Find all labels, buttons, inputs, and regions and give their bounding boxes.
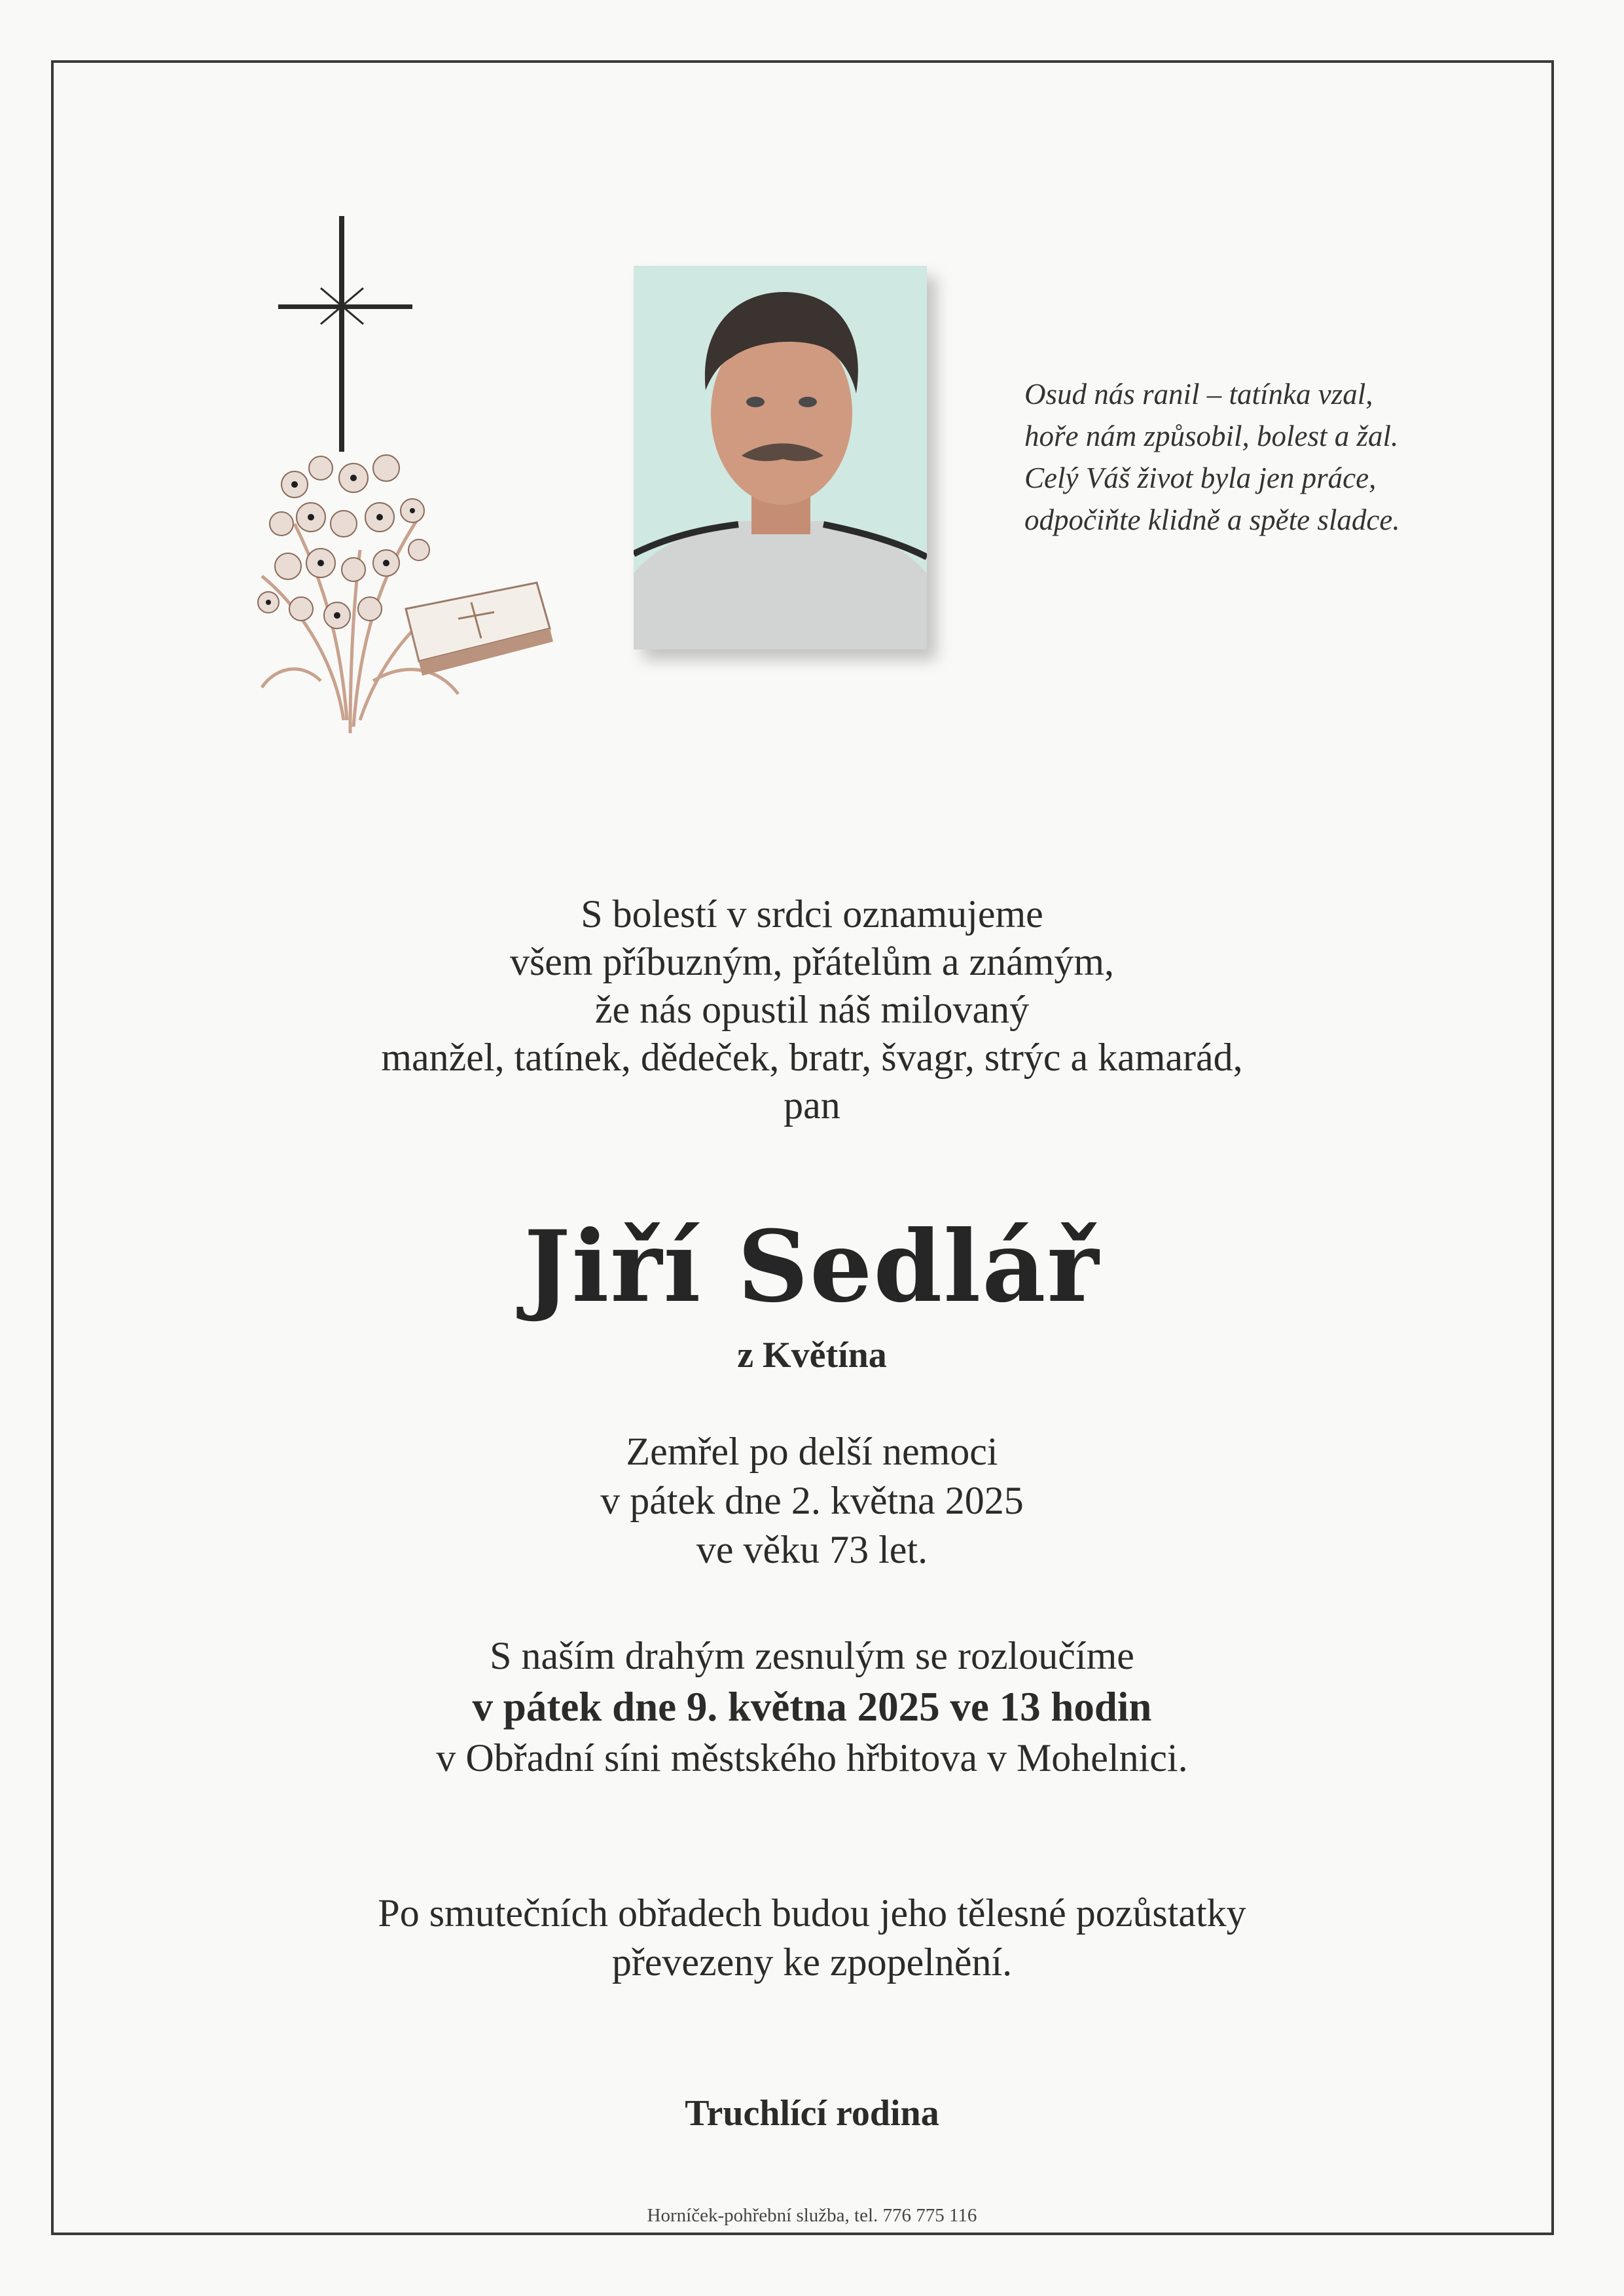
cremation-line: Po smutečních obřadech budou jeho tělesné pozůstatky bbox=[378, 1891, 1246, 1935]
announcement-intro bbox=[0, 890, 1624, 1129]
death-line: Zemřel po delší nemoci bbox=[626, 1430, 998, 1473]
intro-line: že nás opustil náš milovaný bbox=[594, 988, 1030, 1031]
farewell-info bbox=[0, 1630, 1624, 1783]
death-line: v pátek dne 2. května 2025 bbox=[600, 1479, 1024, 1522]
death-info bbox=[0, 1427, 1624, 1575]
deceased-name: Jiří Sedlář bbox=[524, 1209, 1100, 1324]
death-line: ve věku 73 let. bbox=[696, 1528, 928, 1571]
cross-flowers-book-icon bbox=[223, 210, 563, 753]
signature-family: Truchlící rodina bbox=[685, 2093, 939, 2134]
portrait-photo bbox=[634, 266, 927, 649]
farewell-place: v Obřadní síni městského hřbitova v Mohelnici. bbox=[436, 1736, 1188, 1779]
poem-line: Osud nás ranil – tatínka vzal, bbox=[1024, 378, 1373, 410]
intro-line: S bolestí v srdci oznamujeme bbox=[581, 892, 1043, 936]
cremation-info bbox=[0, 1889, 1624, 1987]
deceased-origin: z Květína bbox=[737, 1335, 887, 1376]
poem-line: odpočiňte klidně a spěte sladce. bbox=[1024, 503, 1400, 536]
poem-line: hoře nám způsobil, bolest a žal. bbox=[1024, 420, 1399, 452]
poem-line: Celý Váš život byla jen práce, bbox=[1024, 462, 1377, 494]
cremation-line: převezeny ke zpopelnění. bbox=[611, 1941, 1013, 1984]
funeral-service-footer: Horníček-pohřební služba, tel. 776 775 116 bbox=[647, 2205, 977, 2226]
farewell-line: S naším drahým zesnulým se rozloučíme bbox=[490, 1634, 1134, 1677]
intro-line: pan bbox=[784, 1084, 840, 1127]
poem bbox=[1024, 373, 1509, 541]
intro-line: manžel, tatínek, dědeček, bratr, švagr, strýc a kamarád, bbox=[381, 1036, 1243, 1079]
intro-line: všem příbuzným, přátelům a známým, bbox=[509, 940, 1115, 983]
farewell-date: v pátek dne 9. května 2025 ve 13 hodin bbox=[472, 1684, 1152, 1730]
